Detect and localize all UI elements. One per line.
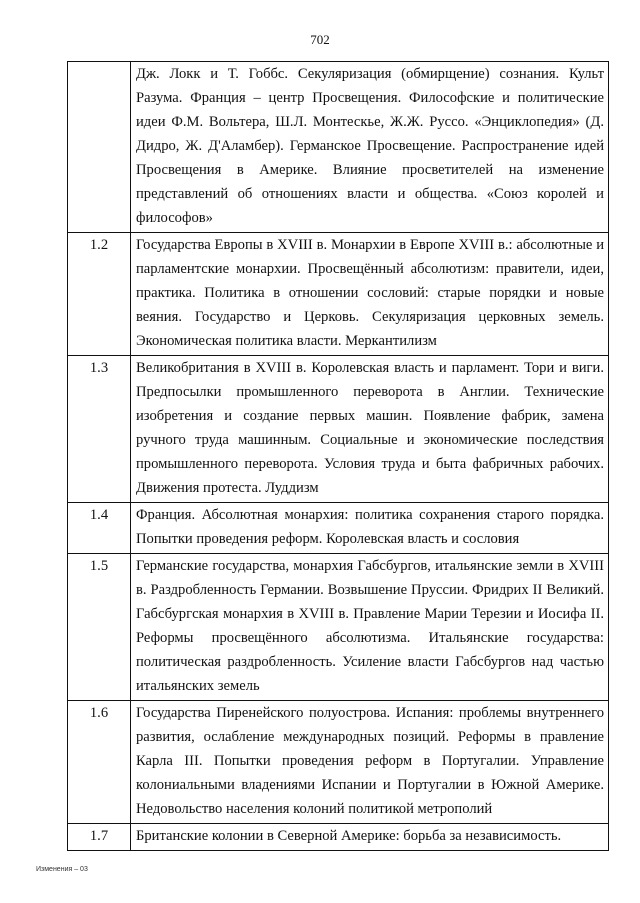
table-row: [68, 62, 609, 233]
table-row: [68, 503, 609, 554]
row-text: Дж. Локк и Т. Гоббс. Секуляризация (обмирщение) сознания. Культ Разума. Франция – центр Просвещения. Философские и политические идеи Ф.М. Вольтера, Ш.Л. Монтескье, Ж.Ж. Руссо. «Энциклопедия» (Д. Дидро, Ж. Д'Аламбер). Германское Просвещение. Распространение идей Просвещения в Америке. Влияние просветителей на изменение представлений об отношениях власти и общества. «Союз королей и философов»: [131, 62, 609, 233]
row-number: 1.3: [68, 356, 131, 503]
table-row: [68, 701, 609, 824]
row-text: Германские государства, монархия Габсбургов, итальянские земли в XVIII в. Раздробленность Германии. Возвышение Пруссии. Фридрих II Великий. Габсбургская монархия в XVIII в. Правление Марии Терезии и Иосифа II. Реформы просвещённого абсолютизма. Итальянские государства: политическая раздробленность. Усиление власти Габсбургов над частью итальянских земель: [131, 554, 609, 701]
table-row: [68, 554, 609, 701]
page-number: 702: [310, 32, 330, 47]
row-number: 1.6: [68, 701, 131, 824]
row-number: 1.7: [68, 824, 131, 851]
table-row: [68, 356, 609, 503]
row-number: 1.4: [68, 503, 131, 554]
row-text: Государства Европы в XVIII в. Монархии в Европе XVIII в.: абсолютные и парламентские монархии. Просвещённый абсолютизм: правители, идеи, практика. Политика в отношении сословий: старые порядки и новые веяния. Государство и Церковь. Секуляризация церковных земель. Экономическая политика власти. Меркантилизм: [131, 233, 609, 356]
row-number: 1.5: [68, 554, 131, 701]
row-text: Государства Пиренейского полуострова. Испания: проблемы внутреннего развития, ослабление международных позиций. Реформы в правление Карла III. Попытки проведения реформ в Португалии. Управление колониальными владениями Испании и Португалии в Южной Америке. Недовольство населения колоний политикой метрополий: [131, 701, 609, 824]
row-text: Франция. Абсолютная монархия: политика сохранения старого порядка. Попытки проведения реформ. Королевская власть и сословия: [131, 503, 609, 554]
row-number: 1.2: [68, 233, 131, 356]
row-number: [68, 62, 131, 233]
syllabus-table: [67, 61, 609, 851]
row-text: Британские колонии в Северной Америке: борьба за независимость.: [131, 824, 609, 851]
footer-revision-note: Изменения – 03: [36, 866, 88, 873]
table-row: [68, 233, 609, 356]
row-text: Великобритания в XVIII в. Королевская власть и парламент. Тори и виги. Предпосылки промышленного переворота в Англии. Технические изобретения и создание первых машин. Появление фабрик, замена ручного труда машинным. Социальные и экономические последствия промышленного переворота. Условия труда и быта фабричных рабочих. Движения протеста. Луддизм: [131, 356, 609, 503]
table-row: [68, 824, 609, 851]
